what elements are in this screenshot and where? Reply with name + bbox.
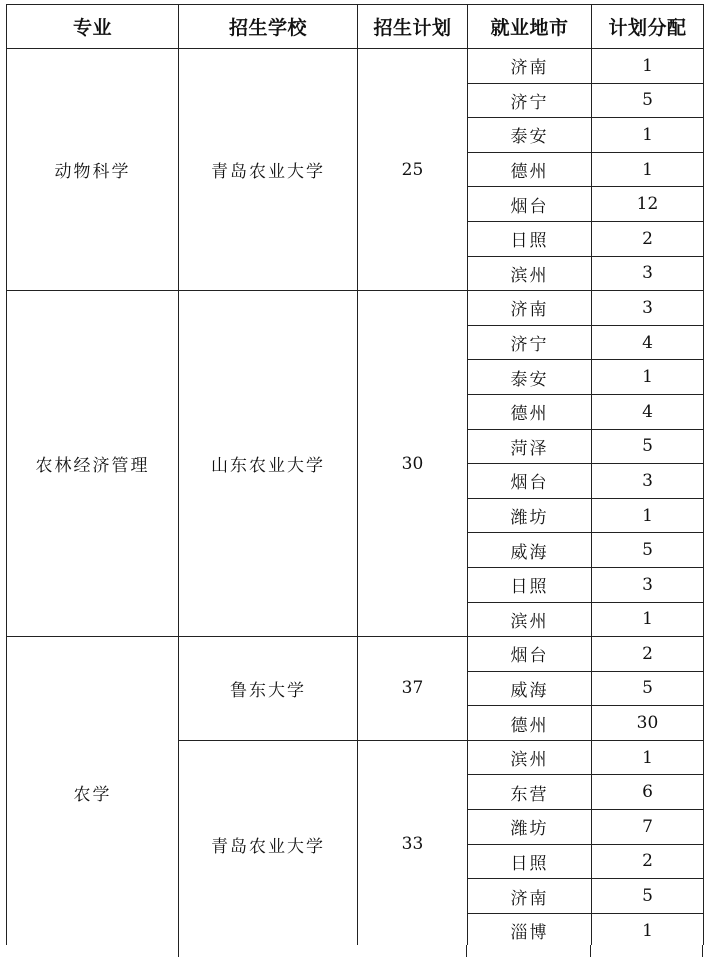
allocation-cell: 1: [592, 498, 704, 533]
allocation-cell: 2: [592, 221, 704, 256]
plan-cell: 25: [358, 49, 468, 291]
school-cell: 青岛农业大学: [179, 740, 358, 948]
allocation-cell: 4: [592, 394, 704, 429]
city-cell: 滨州: [468, 602, 592, 637]
table-row: [7, 637, 704, 672]
city-cell: 泰安: [468, 360, 592, 395]
header-city: 就业地市: [468, 5, 592, 49]
city-cell: 济南: [468, 49, 592, 84]
table-row: [7, 49, 704, 84]
allocation-cell: 1: [592, 913, 704, 948]
allocation-cell: 1: [592, 740, 704, 775]
city-cell: 济宁: [468, 325, 592, 360]
allocation-cell: 1: [592, 602, 704, 637]
allocation-cell: 2: [592, 844, 704, 879]
allocation-cell: 1: [592, 49, 704, 84]
column-line-stub: [702, 945, 703, 957]
major-cell: 动物科学: [7, 49, 179, 291]
city-cell: 东营: [468, 775, 592, 810]
plan-cell: 37: [358, 637, 468, 741]
header-plan: 招生计划: [358, 5, 468, 49]
city-cell: 济宁: [468, 83, 592, 118]
allocation-cell: 3: [592, 291, 704, 326]
allocation-cell: 5: [592, 533, 704, 568]
allocation-cell: 5: [592, 83, 704, 118]
plan-cell: 33: [358, 740, 468, 948]
city-cell: 泰安: [468, 118, 592, 153]
city-cell: 济南: [468, 879, 592, 914]
city-cell: 菏泽: [468, 429, 592, 464]
table-body: [7, 49, 704, 948]
allocation-cell: 5: [592, 879, 704, 914]
city-cell: 烟台: [468, 187, 592, 222]
allocation-cell: 1: [592, 152, 704, 187]
city-cell: 滨州: [468, 740, 592, 775]
header-school: 招生学校: [179, 5, 358, 49]
city-cell: 德州: [468, 152, 592, 187]
city-cell: 日照: [468, 221, 592, 256]
header-row: [7, 5, 704, 49]
city-cell: 济南: [468, 291, 592, 326]
city-cell: 威海: [468, 671, 592, 706]
allocation-cell: 6: [592, 775, 704, 810]
school-cell: 青岛农业大学: [179, 49, 358, 291]
allocation-cell: 3: [592, 256, 704, 291]
page-cut-edge: [0, 945, 717, 957]
allocation-cell: 1: [592, 118, 704, 153]
city-cell: 德州: [468, 394, 592, 429]
city-cell: 烟台: [468, 464, 592, 499]
allocation-cell: 5: [592, 429, 704, 464]
allocation-cell: 3: [592, 464, 704, 499]
allocation-cell: 2: [592, 637, 704, 672]
allocation-cell: 4: [592, 325, 704, 360]
city-cell: 潍坊: [468, 498, 592, 533]
city-cell: 烟台: [468, 637, 592, 672]
city-cell: 威海: [468, 533, 592, 568]
plan-cell: 30: [358, 291, 468, 637]
city-cell: 滨州: [468, 256, 592, 291]
allocation-cell: 5: [592, 671, 704, 706]
city-cell: 日照: [468, 844, 592, 879]
city-cell: 淄博: [468, 913, 592, 948]
column-line-stub: [590, 945, 591, 957]
header-major: 专业: [7, 5, 179, 49]
column-line-stub: [178, 945, 179, 957]
allocation-cell: 3: [592, 567, 704, 602]
city-cell: 日照: [468, 567, 592, 602]
major-cell: 农学: [7, 637, 179, 948]
allocation-cell: 1: [592, 360, 704, 395]
column-line-stub: [466, 945, 467, 957]
allocation-cell: 30: [592, 706, 704, 741]
major-cell: 农林经济管理: [7, 291, 179, 637]
allocation-cell: 12: [592, 187, 704, 222]
city-cell: 德州: [468, 706, 592, 741]
school-cell: 山东农业大学: [179, 291, 358, 637]
city-cell: 潍坊: [468, 810, 592, 845]
allocation-cell: 7: [592, 810, 704, 845]
enrollment-plan-table: [6, 4, 704, 948]
table-row: [7, 291, 704, 326]
school-cell: 鲁东大学: [179, 637, 358, 741]
header-allocation: 计划分配: [592, 5, 704, 49]
